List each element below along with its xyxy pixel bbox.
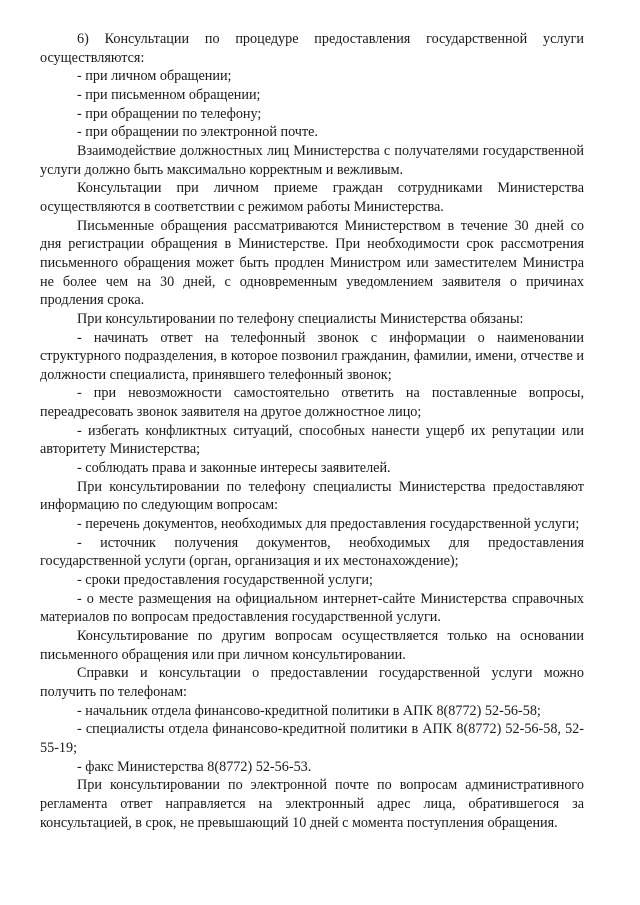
list-item-email: - при обращении по электронной почте. [77, 124, 318, 141]
list-item-redirect-call: - при невозможности самостоятельно ответить на поставленные вопросы, переадресовать звонок заявителя на другое должностное лицо; [40, 385, 584, 421]
list-item-document-list: - перечень документов, необходимых для предоставления государственной услуги; [77, 516, 580, 533]
list-item-answer-call: - начинать ответ на телефонный звонок с информации о наименовании структурного подразделения, в которое позвонил гражданин, фамилии, имени, отчестве и должности специалиста, принявшего телефонный звонок; [40, 329, 584, 383]
list-item-phone: - при обращении по телефону; [77, 105, 262, 122]
list-item-personal: - при личном обращении; [77, 68, 232, 85]
list-item-service-terms: - сроки предоставления государственной услуги; [77, 572, 373, 589]
list-item-respect-rights: - соблюдать права и законные интересы заявителей. [77, 460, 391, 477]
paragraph-interaction: Взаимодействие должностных лиц Министерства с получателями государственной услуги должно быть максимально корректным и вежливым. [40, 142, 584, 178]
list-item-document-source: - источник получения документов, необходимых для предоставления государственной услуги (орган, организация и их местонахождение); [40, 534, 584, 570]
list-item-written: - при письменном обращении; [77, 86, 261, 103]
paragraph-phone-topics: При консультировании по телефону специалисты Министерства предоставляют информацию по следующим вопросам: [40, 478, 584, 514]
list-item-head-phone: - начальник отдела финансово-кредитной политики в АПК 8(8772) 52-56-58; [77, 702, 541, 719]
paragraph-written-requests: Письменные обращения рассматриваются Министерством в течение 30 дней со дня регистрации обращения в Министерстве. При необходимости срок рассмотрения письменного обращения может быть продлен Министром или заместителем Министра не более чем на 30 дней, с одновременным уведомлением заявителя о причинах продления срока. [40, 217, 584, 309]
list-item-website-materials: - о месте размещения на официальном интернет-сайте Министерства справочных материалов по вопросам предоставления государственной услуги. [40, 590, 584, 626]
paragraph-phone-duties: При консультировании по телефону специалисты Министерства обязаны: [77, 310, 524, 327]
paragraph-personal-reception: Консультации при личном приеме граждан сотрудниками Министерства осуществляются в соответствии с режимом работы Министерства. [40, 180, 584, 215]
list-item-fax: - факс Министерства 8(8772) 52-56-53. [77, 758, 312, 775]
list-item-specialists-phone: - специалисты отдела финансово-кредитной политики в АПК 8(8772) 52-56-58, 52-55-19; [40, 721, 584, 756]
paragraph-consultations-intro: 6) Консультации по процедуре предоставления государственной услуги осуществляются: [40, 31, 584, 66]
paragraph-email-consultation: При консультировании по электронной почте по вопросам административного регламента ответ направляется на электронный адрес лица, обратившегося за консультацией, в срок, не превышающий 10 дней с момента поступления обращения. [40, 777, 584, 831]
paragraph-other-questions: Консультирование по другим вопросам осуществляется только на основании письменного обращения или при личном консультировании. [40, 628, 584, 663]
list-item-avoid-conflicts: - избегать конфликтных ситуаций, способных нанести ущерб их репутации или авторитету Министерства; [40, 422, 584, 458]
paragraph-phone-numbers: Справки и консультации о предоставлении государственной услуги можно получить по телефонам: [40, 665, 584, 700]
